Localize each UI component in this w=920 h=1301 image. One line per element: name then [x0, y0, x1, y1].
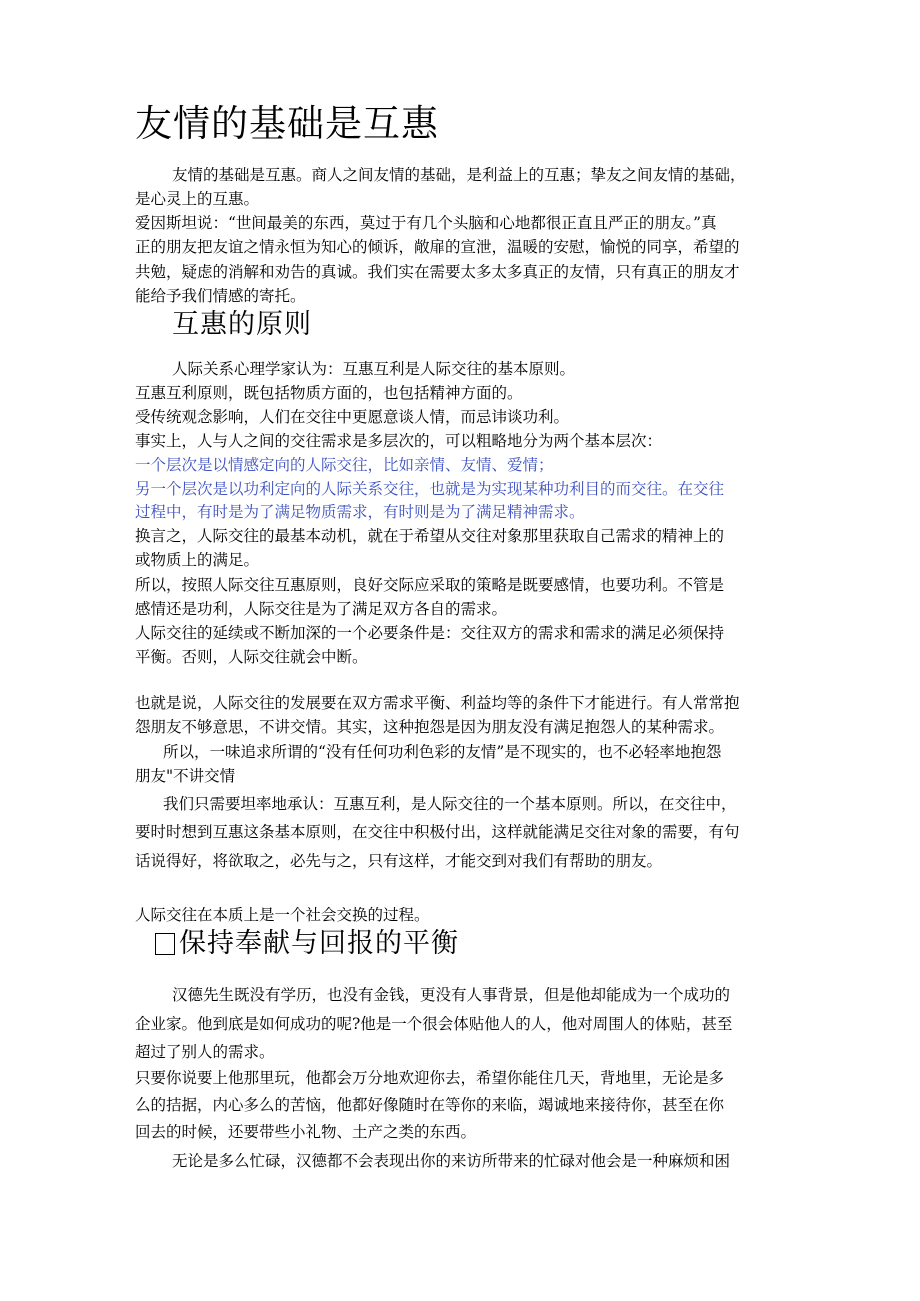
body-line: 事实上，人与人之间的交往需求是多层次的，可以粗略地分为两个基本层次：: [135, 432, 663, 450]
body-line: 人际交往的延续或不断加深的一个必要条件是：交往双方的需求和需求的满足必须保持: [135, 624, 725, 642]
body-line: 么的拮据，内心多么的苦恼，他都好像随时在等你的来临，竭诚地来接待你，甚至在你: [135, 1096, 725, 1114]
body-line: 或物质上的满足。: [135, 551, 260, 569]
intro-line: 爱因斯坦说：“世间最美的东西，莫过于有几个头脑和心地都很正直且严正的朋友。”真: [135, 214, 717, 232]
body-line: 互惠互利原则，既包括物质方面的，也包括精神方面的。: [135, 384, 523, 402]
highlighted-line: 另一个层次是以功利定向的人际关系交往，也就是为实现某种功利目的而交往。在交往: [135, 480, 725, 498]
body-line: 感情还是功利，人际交往是为了满足双方各自的需求。: [135, 600, 508, 618]
body-line: 所以，按照人际交往互惠原则，良好交际应采取的策略是既要感情，也要功利。不管是: [135, 576, 725, 594]
body-line: 换言之，人际交往的最基本动机，就在于希望从交往对象那里获取自己需求的精神上的: [135, 527, 725, 545]
intro-line: 共勉，疑虑的消解和劝告的真诚。我们实在需要太多太多真正的友情，只有真正的朋友才: [135, 263, 740, 281]
checkbox-icon: [155, 933, 175, 955]
highlighted-line: 过程中，有时是为了满足物质需求，有时则是为了满足精神需求。: [135, 503, 585, 521]
body-line: 回去的时候，还要带些小礼物、土产之类的东西。: [135, 1123, 477, 1141]
intro-line: 友情的基础是互惠。商人之间友情的基础，是利益上的互惠；挚友之间友情的基础，: [172, 166, 746, 184]
page-title: 友情的基础是互惠: [135, 102, 439, 145]
intro-line: 能给予我们情感的寄托。: [135, 287, 306, 305]
section-heading-balance: [155, 927, 459, 961]
body-line: 企业家。他到底是如何成功的呢?他是一个很会体贴他人的人，他对周围人的体贴，甚至: [135, 1015, 733, 1033]
body-line: 也就是说，人际交往的发展要在双方需求平衡、利益均等的条件下才能进行。有人常常抱: [135, 694, 740, 712]
body-line: 平衡。否则，人际交往就会中断。: [135, 648, 368, 666]
section-heading-text: 保持奉献与回报的平衡: [179, 928, 459, 959]
body-line: 只要你说要上他那里玩，他都会万分地欢迎你去，希望你能住几天，背地里，无论是多: [135, 1069, 725, 1087]
body-line: 人际关系心理学家认为：互惠互利是人际交往的基本原则。: [172, 360, 576, 378]
body-line: 朋友"不讲交情: [135, 767, 236, 785]
body-line: 受传统观念影响，人们在交往中更愿意谈人情，而忌讳谈功利。: [135, 408, 570, 426]
highlighted-line: 一个层次是以情感定向的人际交往，比如亲情、友情、爱情；: [135, 456, 554, 474]
body-line: 人际交往在本质上是一个社会交换的过程。: [135, 906, 430, 924]
intro-line: 正的朋友把友谊之情永恒为知心的倾诉，敞扉的宣泄，温暖的安慰，愉悦的同享，希望的: [135, 238, 740, 256]
body-line: 无论是多么忙碌，汉德都不会表现出你的来访所带来的忙碌对他会是一种麻烦和困: [172, 1152, 731, 1170]
body-line: 我们只需要坦率地承认：互惠互利，是人际交往的一个基本原则。所以，在交往中，: [163, 795, 737, 813]
intro-line: 是心灵上的互惠。: [135, 190, 260, 208]
body-line: 话说得好，将欲取之，必先与之，只有这样，才能交到对我们有帮助的朋友。: [135, 852, 663, 870]
section-heading-reciprocity: 互惠的原则: [172, 309, 312, 340]
body-line: 汉德先生既没有学历，也没有金钱，更没有人事背景，但是他却能成为一个成功的: [172, 986, 731, 1004]
body-line: 超过了别人的需求。: [135, 1043, 275, 1061]
body-line: 怨朋友不够意思，不讲交情。其实，这种抱怨是因为朋友没有满足抱怨人的某种需求。: [135, 718, 725, 736]
body-line: 要时时想到互惠这条基本原则，在交往中积极付出，这样就能满足交往对象的需要，有句: [135, 823, 740, 841]
body-line: 所以，一味追求所谓的“没有任何功利色彩的友情”是不现实的，也不必轻率地抱怨: [163, 743, 722, 761]
